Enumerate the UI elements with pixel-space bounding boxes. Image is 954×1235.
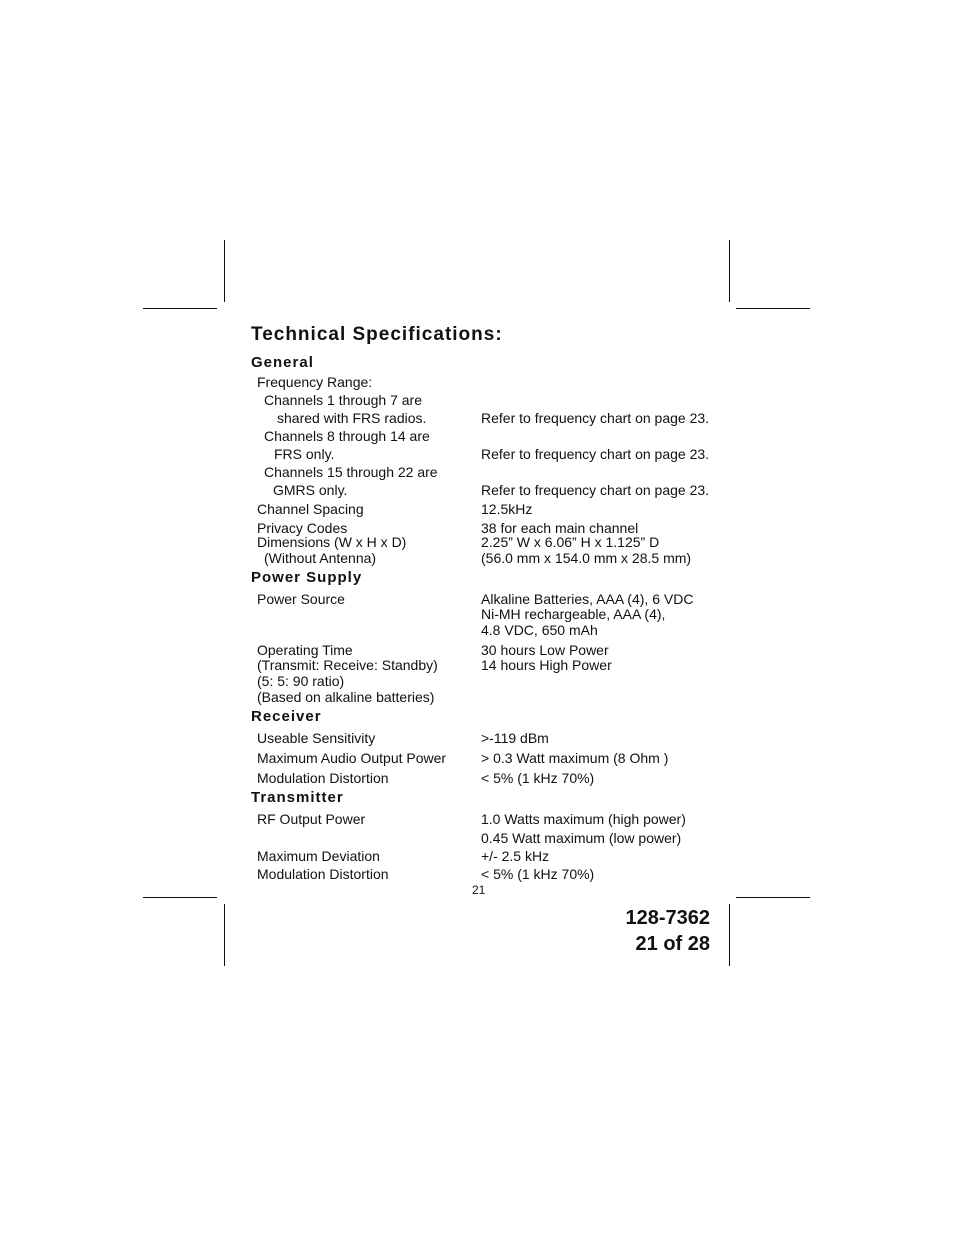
spec-label: (Without Antenna) [264,550,377,566]
spec-value: > 0.3 Watt maximum (8 Ohm ) [481,750,669,766]
spec-label: Maximum Deviation [257,848,380,864]
document-number: 128-7362 [625,907,710,929]
page-title: Technical Specifications: [251,324,503,345]
crop-mark-top-left-horizontal [143,308,217,309]
spec-value: < 5% (1 kHz 70%) [481,770,595,786]
spec-label: shared with FRS radios. [277,410,427,426]
spec-label: Operating Time [257,642,353,658]
spec-value: 14 hours High Power [481,657,612,673]
spec-label: Dimensions (W x H x D) [257,534,407,550]
spec-label: GMRS only. [273,482,348,498]
crop-mark-bottom-left-vertical [224,904,225,966]
spec-label: Modulation Distortion [257,866,389,882]
spec-label: Channel Spacing [257,501,364,517]
crop-mark-bottom-right-horizontal [736,897,810,898]
spec-value: 12.5kHz [481,501,533,517]
section-heading-power-supply: Power Supply [251,569,363,586]
crop-mark-top-right-vertical [729,240,730,302]
spec-value: Ni-MH rechargeable, AAA (4), [481,606,666,622]
spec-value: 38 for each main channel [481,520,639,536]
spec-label: Channels 15 through 22 are [264,464,438,480]
spec-label: Frequency Range: [257,374,373,390]
crop-mark-bottom-left-horizontal [143,897,217,898]
crop-mark-bottom-right-vertical [729,904,730,966]
spec-label: Privacy Codes [257,520,348,536]
spec-value: >-119 dBm [481,730,549,746]
page-number: 21 [472,883,486,897]
section-heading-receiver: Receiver [251,708,322,725]
spec-label: Channels 8 through 14 are [264,428,430,444]
spec-value: Refer to frequency chart on page 23. [481,446,710,462]
spec-value: 4.8 VDC, 650 mAh [481,622,598,638]
spec-label: RF Output Power [257,811,366,827]
spec-value: (56.0 mm x 154.0 mm x 28.5 mm) [481,550,692,566]
spec-label: Power Source [257,591,345,607]
spec-value: Alkaline Batteries, AAA (4), 6 VDC [481,591,694,607]
spec-value: Refer to frequency chart on page 23. [481,410,710,426]
document-page-count: 21 of 28 [635,933,710,955]
spec-label: Channels 1 through 7 are [264,392,422,408]
spec-value: 0.45 Watt maximum (low power) [481,830,682,846]
crop-mark-top-left-vertical [224,240,225,302]
spec-label: Modulation Distortion [257,770,389,786]
spec-label: (Transmit: Receive: Standby) [257,657,438,673]
spec-label: Useable Sensitivity [257,730,376,746]
spec-value: 1.0 Watts maximum (high power) [481,811,686,827]
spec-label: Maximum Audio Output Power [257,750,447,766]
spec-value: 30 hours Low Power [481,642,609,658]
spec-value: +/- 2.5 kHz [481,848,550,864]
spec-value: Refer to frequency chart on page 23. [481,482,710,498]
section-heading-general: General [251,354,314,371]
section-heading-transmitter: Transmitter [251,789,344,806]
crop-mark-top-right-horizontal [736,308,810,309]
spec-label: (Based on alkaline batteries) [257,689,435,705]
spec-value: < 5% (1 kHz 70%) [481,866,595,882]
spec-label: FRS only. [274,446,335,462]
spec-label: (5: 5: 90 ratio) [257,673,345,689]
spec-value: 2.25” W x 6.06” H x 1.125” D [481,534,660,550]
